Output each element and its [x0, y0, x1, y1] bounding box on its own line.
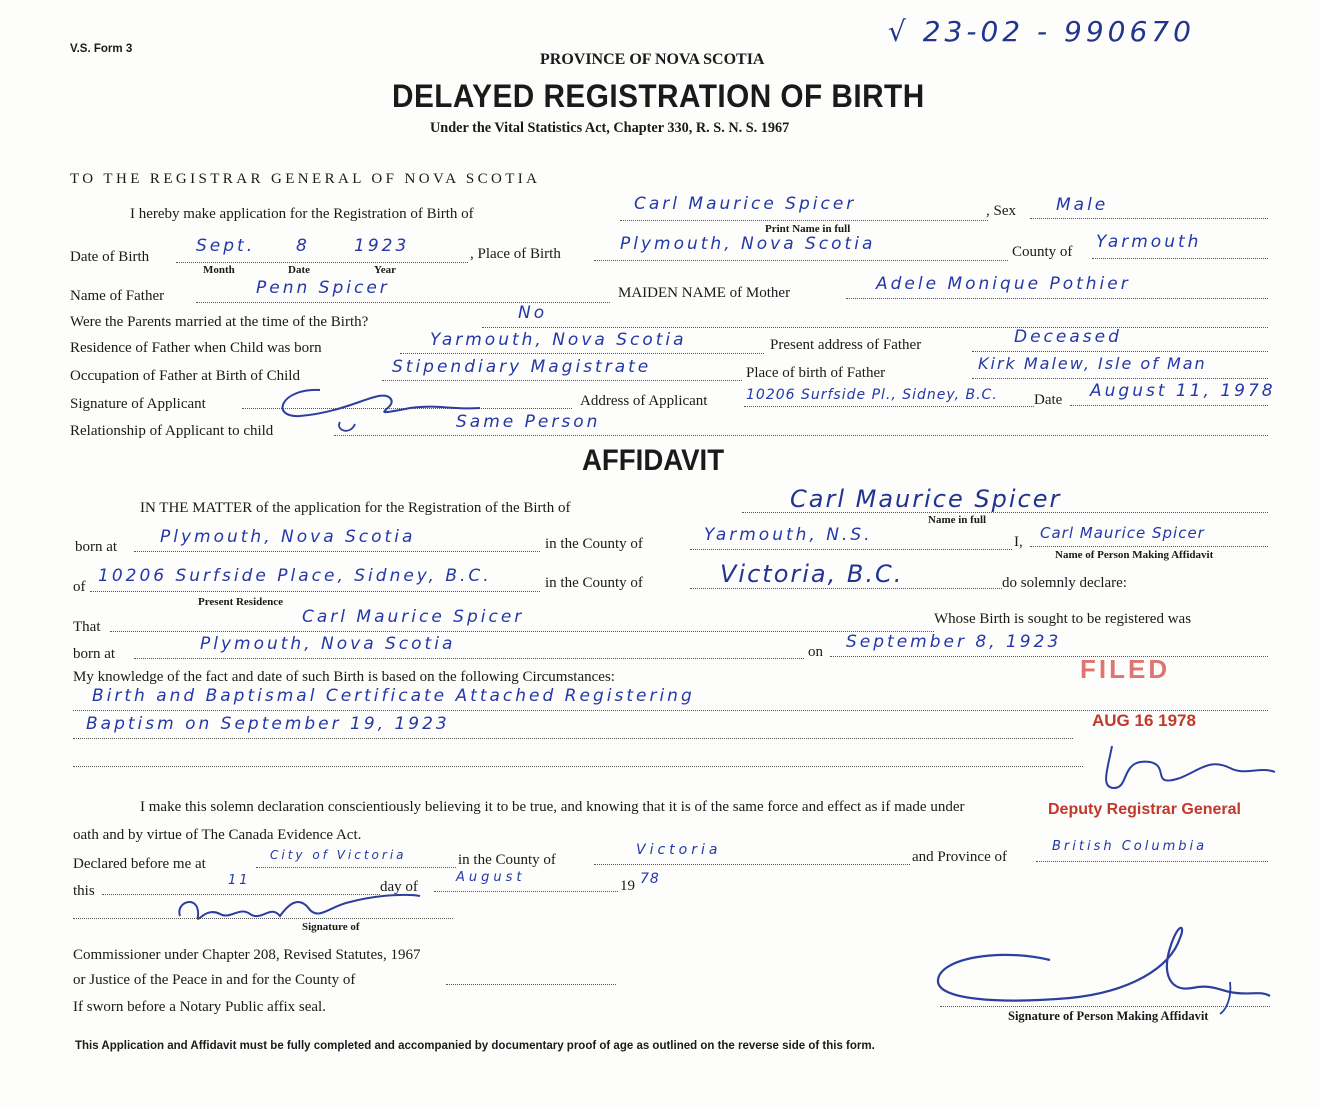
circumstances-line2: Baptism on September 19, 1923	[86, 714, 450, 734]
print-name-note: Print Name in full	[765, 223, 851, 235]
dob-month: Sept.	[196, 236, 256, 256]
province-label: and Province of	[912, 849, 1007, 865]
residence-value: Yarmouth, Nova Scotia	[430, 330, 687, 350]
father-birthplace-label: Place of birth of Father	[746, 365, 886, 381]
present-address-label: Present address of Father	[770, 337, 922, 353]
county3-value: Victoria	[636, 842, 722, 858]
whose-label: Whose Birth is sought to be registered was	[934, 611, 1192, 627]
of-label: of	[73, 579, 86, 595]
date-value: August 11, 1978	[1090, 381, 1276, 401]
dob-date: 8	[296, 236, 310, 256]
county-in-label: in the County of	[545, 536, 643, 552]
circumstances-line1: Birth and Baptismal Certificate Attached Registering	[92, 686, 695, 706]
born-at2-label: born at	[73, 646, 116, 662]
county-in-value: Yarmouth, N.S.	[704, 525, 873, 545]
form-title: DELAYED REGISTRATION OF BIRTH	[392, 78, 925, 114]
date-note: Date	[288, 264, 310, 276]
father-birthplace-value: Kirk Malew, Isle of Man	[978, 354, 1207, 373]
matter-label: IN THE MATTER of the application for the Registration of the Birth of	[140, 500, 571, 516]
commissioner-signature-icon	[150, 886, 450, 936]
place-value: Plymouth, Nova Scotia	[620, 234, 876, 254]
declaration-line1: I make this solemn declaration conscientiously believing it to be true, and knowing that it is of the same force and effect as if made under	[140, 799, 965, 815]
signature-label: Signature of Applicant	[70, 396, 206, 412]
dob-label: Date of Birth	[70, 249, 150, 265]
filed-stamp: FILED	[1080, 654, 1171, 684]
county-of-value: Victoria, B.C.	[720, 560, 904, 588]
present-residence-note: Present Residence	[198, 596, 284, 608]
present-address-value: Deceased	[1014, 327, 1122, 347]
registration-number: √ 23-02 - 990670	[888, 15, 1195, 48]
form-number: V.S. Form 3	[70, 43, 133, 55]
commissioner-line: Commissioner under Chapter 208, Revised Statutes, 1967	[73, 947, 421, 963]
registrar-signature-icon	[1090, 738, 1290, 798]
on-label: on	[808, 644, 823, 660]
day-value: 11	[228, 873, 251, 888]
affiant-note: Name of Person Making Affidavit	[1055, 549, 1214, 561]
month-value: August	[456, 870, 526, 885]
year-suffix: 78	[640, 871, 660, 887]
declared-value: City of Victoria	[270, 848, 407, 862]
occupation-label: Occupation of Father at Birth of Child	[70, 368, 300, 384]
affiant-signature-note: Signature of Person Making Affidavit	[1008, 1009, 1209, 1023]
born-at-value: Plymouth, Nova Scotia	[160, 527, 416, 547]
year-prefix: 19	[620, 878, 635, 894]
dob-year: 1923	[354, 236, 410, 256]
county-label: County of	[1012, 244, 1073, 260]
province-value: British Columbia	[1052, 839, 1208, 854]
matter-value: Carl Maurice Spicer	[790, 485, 1062, 513]
mother-value: Adele Monique Pothier	[876, 274, 1131, 294]
signature-of-note: Signature of	[302, 921, 360, 933]
address-value: 10206 Surfside Pl., Sidney, B.C.	[746, 387, 998, 403]
affiant-name-value: Carl Maurice Spicer	[1040, 524, 1205, 542]
declaration-line2: oath and by virtue of The Canada Evidence Act.	[73, 827, 362, 843]
relationship-label: Relationship of Applicant to child	[70, 423, 274, 439]
born-at-label: born at	[75, 539, 118, 555]
form-subtitle: Under the Vital Statistics Act, Chapter 330, R. S. N. S. 1967	[430, 120, 790, 136]
occupation-value: Stipendiary Magistrate	[392, 357, 652, 377]
name-in-full-note: Name in full	[928, 514, 987, 526]
county3-label: in the County of	[458, 852, 556, 868]
born-at2-value: Plymouth, Nova Scotia	[200, 634, 456, 654]
relationship-value: Same Person	[456, 412, 601, 432]
date-label: Date	[1034, 392, 1063, 408]
month-note: Month	[203, 264, 235, 276]
father-label: Name of Father	[70, 288, 165, 304]
residence-label: Residence of Father when Child was born	[70, 340, 322, 356]
married-label: Were the Parents married at the time of the Birth?	[70, 314, 369, 330]
child-name-value: Carl Maurice Spicer	[634, 194, 857, 214]
affiant-signature-icon	[930, 918, 1280, 1018]
i-label: I,	[1014, 534, 1023, 550]
married-value: No	[518, 303, 548, 323]
declare-label: do solemnly declare:	[1002, 575, 1127, 591]
sex-value: Male	[1056, 195, 1109, 215]
this-label: this	[73, 883, 95, 899]
footer-note: This Application and Affidavit must be fully completed and accompanied by documentary proof of age as outlined on the reverse side of this form.	[75, 1040, 875, 1052]
addressee: TO THE REGISTRAR GENERAL OF NOVA SCOTIA	[70, 171, 541, 187]
sex-label: , Sex	[986, 203, 1016, 219]
mother-label: MAIDEN NAME of Mother	[618, 285, 791, 301]
declared-label: Declared before me at	[73, 856, 206, 872]
knowledge-label: My knowledge of the fact and date of such Birth is based on the following Circumstances:	[73, 669, 615, 685]
justice-line: or Justice of the Peace in and for the County of	[73, 972, 356, 988]
that-value: Carl Maurice Spicer	[302, 607, 525, 627]
county-of-label: in the County of	[545, 575, 643, 591]
residence-value-affidavit: 10206 Surfside Place, Sidney, B.C.	[98, 566, 492, 586]
affidavit-title: AFFIDAVIT	[582, 444, 725, 477]
stamp-role: Deputy Registrar General	[1048, 801, 1241, 818]
stamp-date: AUG 16 1978	[1092, 711, 1196, 730]
on-value: September 8, 1923	[846, 632, 1062, 652]
that-label: That	[73, 619, 101, 635]
place-label: , Place of Birth	[470, 246, 561, 262]
father-value: Penn Spicer	[256, 278, 390, 298]
day-label: day of	[380, 879, 418, 895]
year-note: Year	[374, 264, 396, 276]
province-heading: PROVINCE OF NOVA SCOTIA	[540, 51, 765, 68]
notary-line: If sworn before a Notary Public affix seal.	[73, 999, 326, 1015]
county-value: Yarmouth	[1096, 232, 1202, 252]
intro-label: I hereby make application for the Registration of Birth of	[130, 206, 474, 222]
address-label: Address of Applicant	[580, 393, 708, 409]
